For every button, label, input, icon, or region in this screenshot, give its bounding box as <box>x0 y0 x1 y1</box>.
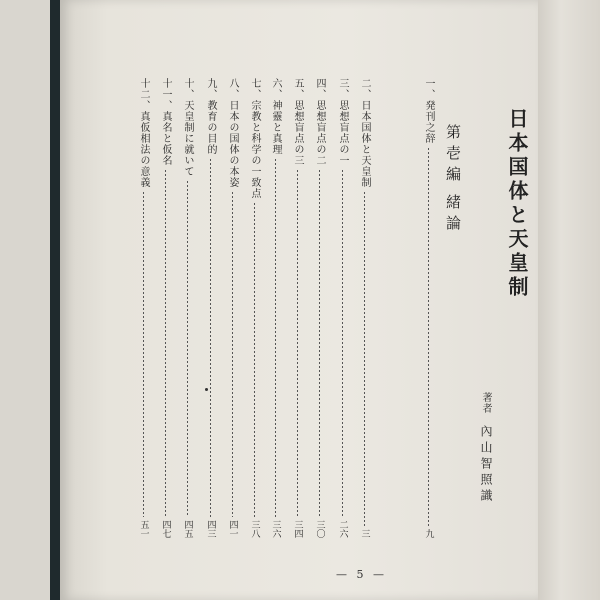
toc-leader <box>143 191 144 517</box>
toc-entry <box>336 78 348 538</box>
toc-title: 三、思想盲点の一 <box>337 78 348 166</box>
toc-entry <box>358 78 370 538</box>
toc-entry <box>313 78 325 538</box>
toc-leader <box>319 169 320 517</box>
book-spine <box>50 0 60 600</box>
toc-page-number: 三 <box>359 529 370 538</box>
toc-title: 十二、真仮相法の意義 <box>138 78 149 188</box>
part-subtitle: 緒論 <box>444 194 462 236</box>
toc-page-number: 三〇 <box>314 520 325 538</box>
toc-page-number: 三四 <box>292 520 303 538</box>
toc-title: 五、思想盲点の三 <box>292 78 303 166</box>
toc-entry <box>422 78 434 538</box>
toc-page-number: 三六 <box>270 520 281 538</box>
toc-leader <box>342 169 343 517</box>
toc-title: 四、思想盲点の二 <box>314 78 325 166</box>
toc-title: 九、教育の目的 <box>205 78 216 155</box>
toc-entry <box>159 78 171 538</box>
toc-page-number: 四一 <box>227 520 238 538</box>
toc-entry <box>137 78 149 538</box>
toc-page-number: 二六 <box>337 520 348 538</box>
part-title: 第壱編 <box>444 124 462 187</box>
toc-leader <box>165 169 166 517</box>
toc-leader <box>254 202 255 517</box>
toc-leader <box>187 180 188 517</box>
toc-page-number: 三八 <box>249 520 260 538</box>
toc-page-number: 四三 <box>205 520 216 538</box>
toc-entry <box>181 78 193 538</box>
toc-leader <box>428 147 429 526</box>
toc-page-number: 九 <box>423 529 434 538</box>
toc-leader <box>297 169 298 517</box>
left-page-edge <box>0 0 50 600</box>
toc-page-number: 五一 <box>138 520 149 538</box>
toc-entry <box>226 78 238 538</box>
toc-title: 十、天皇制に就いて <box>182 78 193 177</box>
author-name: 內山智照識 <box>479 425 493 505</box>
toc-title: 六、神靈と真理 <box>270 78 281 155</box>
toc-entry <box>248 78 260 538</box>
page-folio: — 5 — <box>336 568 387 581</box>
toc-leader <box>232 191 233 517</box>
toc-leader <box>275 158 276 517</box>
right-page-stack <box>535 0 600 600</box>
toc-page-number: 四五 <box>182 520 193 538</box>
ink-spot <box>205 388 208 391</box>
book-page <box>60 0 538 600</box>
toc-title: 一、発刊之辞 <box>423 78 434 144</box>
toc-title: 十一、真名と仮名 <box>160 78 171 166</box>
toc-entry <box>291 78 303 538</box>
toc-leader <box>364 191 365 526</box>
toc-page-number: 四七 <box>160 520 171 538</box>
toc-title: 七、宗教と科学の一致点 <box>249 78 260 199</box>
book-title: 日本国体と天皇制 <box>505 108 529 300</box>
toc-title: 八、日本の国体の本姿 <box>227 78 238 188</box>
toc-title: 二、日本国体と天皇制 <box>359 78 370 188</box>
author-label: 著者 <box>480 392 491 414</box>
toc-leader <box>210 158 211 517</box>
toc-entry <box>204 78 216 538</box>
toc-entry <box>269 78 281 538</box>
